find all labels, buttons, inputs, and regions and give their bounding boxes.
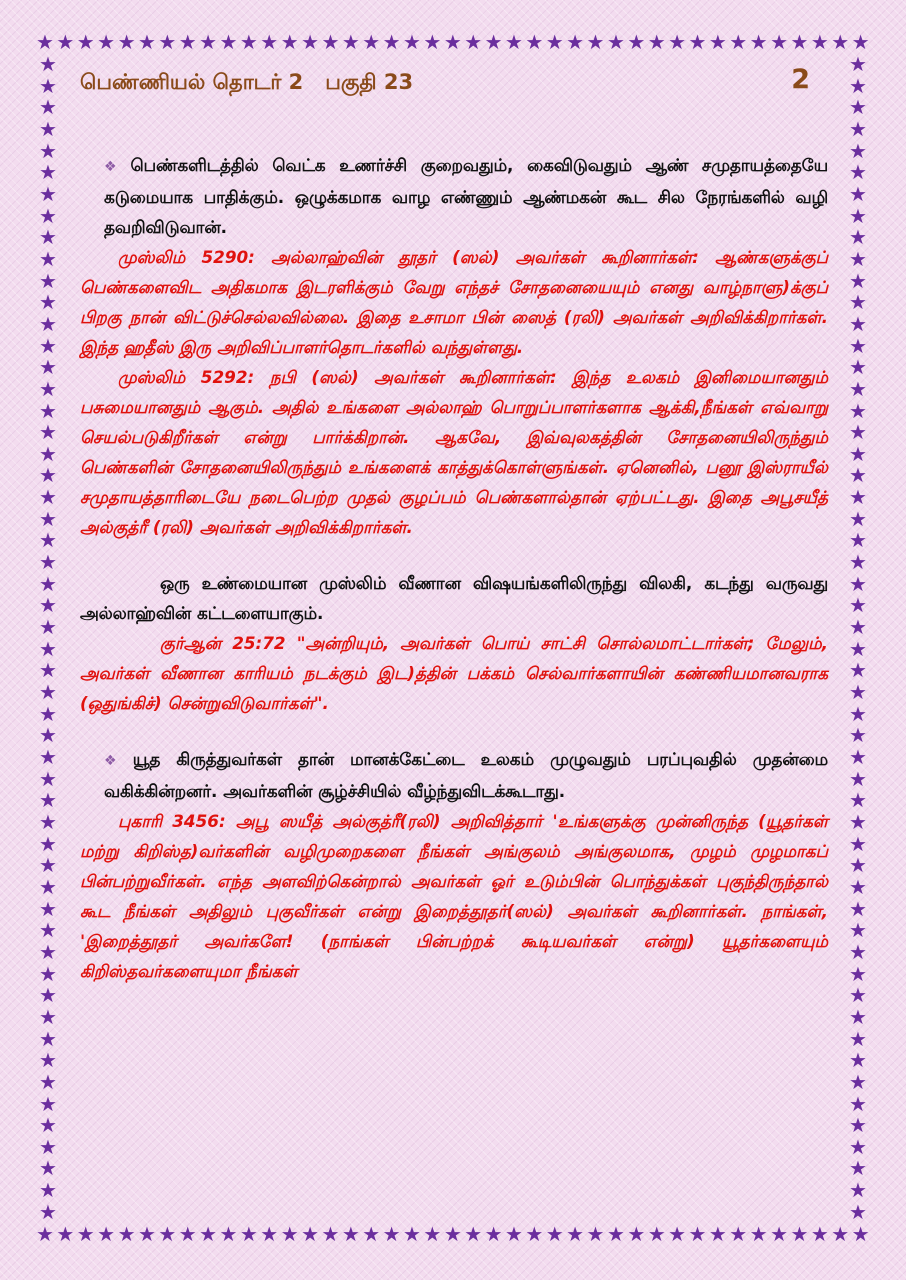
star-icon: ★ bbox=[849, 1156, 867, 1181]
star-icon: ★ bbox=[382, 1222, 401, 1246]
star-icon: ★ bbox=[849, 1113, 867, 1138]
star-icon: ★ bbox=[849, 831, 867, 856]
star-icon: ★ bbox=[39, 160, 57, 185]
star-icon: ★ bbox=[566, 1222, 585, 1246]
star-icon: ★ bbox=[260, 1222, 279, 1246]
star-icon: ★ bbox=[97, 1222, 116, 1246]
star-icon: ★ bbox=[97, 30, 116, 54]
star-icon: ★ bbox=[849, 398, 867, 423]
star-icon: ★ bbox=[39, 831, 57, 856]
star-icon: ★ bbox=[849, 73, 867, 98]
star-icon: ★ bbox=[39, 1134, 57, 1159]
star-icon: ★ bbox=[849, 809, 867, 834]
star-icon: ★ bbox=[39, 723, 57, 748]
star-icon: ★ bbox=[36, 1222, 54, 1246]
star-icon: ★ bbox=[525, 30, 544, 54]
star-icon: ★ bbox=[39, 593, 57, 618]
star-icon: ★ bbox=[39, 983, 57, 1008]
star-icon: ★ bbox=[849, 1004, 867, 1029]
star-icon: ★ bbox=[39, 376, 57, 401]
star-icon: ★ bbox=[606, 30, 625, 54]
star-icon: ★ bbox=[39, 680, 57, 705]
star-icon: ★ bbox=[321, 1222, 340, 1246]
star-icon: ★ bbox=[39, 1048, 57, 1073]
star-icon: ★ bbox=[301, 30, 320, 54]
star-icon: ★ bbox=[849, 1199, 867, 1224]
star-icon: ★ bbox=[239, 30, 258, 54]
star-icon: ★ bbox=[199, 1222, 218, 1246]
star-icon: ★ bbox=[39, 398, 57, 423]
diamond-bullet-icon: ❖ bbox=[104, 159, 125, 175]
star-icon: ★ bbox=[39, 268, 57, 293]
star-icon: ★ bbox=[39, 420, 57, 445]
star-icon: ★ bbox=[39, 853, 57, 878]
star-icon: ★ bbox=[39, 1091, 57, 1116]
star-icon: ★ bbox=[849, 723, 867, 748]
star-icon: ★ bbox=[260, 30, 279, 54]
star-icon: ★ bbox=[341, 1222, 360, 1246]
star-icon: ★ bbox=[849, 138, 867, 163]
star-icon: ★ bbox=[39, 203, 57, 228]
star-icon: ★ bbox=[403, 30, 421, 54]
star-icon: ★ bbox=[76, 30, 95, 54]
star-icon: ★ bbox=[39, 809, 57, 834]
star-icon: ★ bbox=[849, 441, 867, 466]
star-icon: ★ bbox=[810, 30, 829, 54]
star-icon: ★ bbox=[849, 333, 867, 358]
star-icon: ★ bbox=[39, 745, 57, 769]
star-icon: ★ bbox=[39, 615, 57, 640]
star-icon: ★ bbox=[849, 874, 867, 899]
star-icon: ★ bbox=[849, 961, 867, 986]
star-icon: ★ bbox=[504, 1222, 523, 1246]
star-icon: ★ bbox=[849, 766, 867, 791]
star-icon: ★ bbox=[849, 1026, 867, 1051]
star-icon: ★ bbox=[362, 30, 381, 54]
star-icon: ★ bbox=[729, 30, 748, 54]
document-body bbox=[80, 150, 828, 986]
star-icon: ★ bbox=[545, 1222, 564, 1246]
star-icon: ★ bbox=[39, 1178, 57, 1203]
star-icon: ★ bbox=[219, 30, 238, 54]
star-icon: ★ bbox=[484, 1222, 503, 1246]
star-icon: ★ bbox=[39, 1156, 57, 1181]
star-icon: ★ bbox=[708, 30, 727, 54]
star-icon: ★ bbox=[831, 30, 850, 54]
star-icon: ★ bbox=[117, 30, 136, 54]
top-star-border bbox=[36, 30, 870, 54]
star-icon: ★ bbox=[443, 1222, 462, 1246]
star-icon: ★ bbox=[39, 52, 57, 76]
star-icon: ★ bbox=[39, 290, 57, 315]
star-icon: ★ bbox=[423, 30, 442, 54]
star-icon: ★ bbox=[39, 1026, 57, 1051]
star-icon: ★ bbox=[219, 1222, 238, 1246]
star-icon: ★ bbox=[39, 506, 57, 531]
star-icon: ★ bbox=[831, 1222, 850, 1246]
star-icon: ★ bbox=[647, 30, 666, 54]
star-icon: ★ bbox=[545, 30, 564, 54]
star-icon: ★ bbox=[566, 30, 585, 54]
star-icon: ★ bbox=[770, 1222, 788, 1246]
star-icon: ★ bbox=[849, 745, 867, 769]
star-icon: ★ bbox=[849, 939, 867, 964]
star-icon: ★ bbox=[158, 1222, 177, 1246]
star-icon: ★ bbox=[849, 463, 867, 488]
star-icon: ★ bbox=[849, 636, 867, 661]
star-icon: ★ bbox=[849, 571, 867, 596]
star-icon: ★ bbox=[849, 355, 867, 380]
star-icon: ★ bbox=[39, 961, 57, 986]
star-icon: ★ bbox=[849, 983, 867, 1008]
paragraph-3 bbox=[80, 744, 828, 806]
star-icon: ★ bbox=[39, 918, 57, 943]
star-icon: ★ bbox=[849, 1091, 867, 1116]
star-icon: ★ bbox=[39, 355, 57, 380]
star-icon: ★ bbox=[849, 268, 867, 293]
bottom-star-border bbox=[36, 1222, 870, 1246]
star-icon: ★ bbox=[56, 1222, 75, 1246]
star-icon: ★ bbox=[525, 1222, 544, 1246]
star-icon: ★ bbox=[239, 1222, 258, 1246]
star-icon: ★ bbox=[382, 30, 401, 54]
paragraph-1 bbox=[80, 150, 828, 242]
star-icon: ★ bbox=[464, 30, 483, 54]
star-icon: ★ bbox=[849, 95, 867, 120]
star-icon: ★ bbox=[484, 30, 503, 54]
star-icon: ★ bbox=[810, 1222, 829, 1246]
paragraph-2: ஒரு உண்மையான முஸ்லிம் வீணான விஷயங்களிலிருந்து விலகி, கடந்து வருவது அல்லாஹ்வின் கட்டளையாகும். bbox=[80, 573, 828, 623]
star-icon: ★ bbox=[849, 181, 867, 206]
star-icon: ★ bbox=[606, 1222, 625, 1246]
hadith-muslim-5292: முஸ்லிம் 5292: நபி (ஸல்) அவர்கள் கூறினார்கள்: இந்த உலகம் இனிமையானதும் பசுமையானதும் ஆகும். அதில் உங்களை அல்லாஹ் பொறுப்பாளர்களாக ஆக்கி,நீங்கள் எவ்வாறு செயல்படுகிறீர்கள் என்று பார்க்கிறான். ஆகவே, இவ்வுலகத்தின் சோதனையிலிருந்தும் பெண்களின் சோதனையிலிருந்தும் உங்களைக் காத்துக்கொள்ளுங்கள். ஏனெனில், பனூ இஸ்ராயீல் சமுதாயத்தாரிடையே நடைபெற்ற முதல் குழப்பம் பெண்களால்தான் ஏற்பட்டது. இதை அபூசயீத் அல்குத்ரீ (ரலி) அவர்கள் அறிவிக்கிறார்கள். bbox=[80, 367, 828, 537]
star-icon: ★ bbox=[849, 1048, 867, 1073]
star-icon: ★ bbox=[423, 1222, 442, 1246]
star-icon: ★ bbox=[39, 658, 57, 683]
star-icon: ★ bbox=[137, 1222, 156, 1246]
star-icon: ★ bbox=[464, 1222, 483, 1246]
star-icon: ★ bbox=[280, 30, 299, 54]
star-icon: ★ bbox=[729, 1222, 748, 1246]
star-icon: ★ bbox=[849, 528, 867, 553]
star-icon: ★ bbox=[39, 73, 57, 98]
star-icon: ★ bbox=[39, 138, 57, 163]
star-icon: ★ bbox=[39, 1069, 57, 1094]
quran-25-72: குர்ஆன் 25:72 "அன்றியும், அவர்கள் பொய் சாட்சி சொல்லமாட்டார்கள்; மேலும், அவர்கள் வீணான காரியம் நடக்கும் இட)த்தின் பக்கம் செல்வார்களாயின் கண்ணியமானவராக (ஒதுங்கிச்) சென்றுவிடுவார்கள்". bbox=[80, 633, 828, 713]
star-icon: ★ bbox=[39, 116, 57, 141]
star-icon: ★ bbox=[849, 290, 867, 315]
star-icon: ★ bbox=[137, 30, 156, 54]
star-icon: ★ bbox=[668, 30, 687, 54]
star-icon: ★ bbox=[849, 896, 867, 921]
right-star-border bbox=[846, 54, 870, 1222]
star-icon: ★ bbox=[280, 1222, 299, 1246]
star-icon: ★ bbox=[39, 463, 57, 488]
star-icon: ★ bbox=[849, 246, 867, 271]
star-icon: ★ bbox=[39, 333, 57, 358]
star-icon: ★ bbox=[849, 593, 867, 618]
star-icon: ★ bbox=[849, 1069, 867, 1094]
star-icon: ★ bbox=[39, 311, 57, 336]
star-icon: ★ bbox=[178, 1222, 197, 1246]
star-icon: ★ bbox=[849, 1178, 867, 1203]
star-icon: ★ bbox=[56, 30, 75, 54]
star-icon: ★ bbox=[39, 225, 57, 250]
star-icon: ★ bbox=[199, 30, 218, 54]
star-icon: ★ bbox=[586, 1222, 605, 1246]
star-icon: ★ bbox=[849, 701, 867, 726]
star-icon: ★ bbox=[39, 636, 57, 661]
hadith-bukhari-3456: புகாரி 3456: அபூ ஸயீத் அல்குத்ரீ(ரலி) அறிவித்தார் 'உங்களுக்கு முன்னிருந்த (யூதர்கள் மற்று கிறிஸ்த)வர்களின் வழிமுறைகளை நீங்கள் அங்குலம் அங்குலமாக, முழம் முழமாகப் பின்பற்றுவீர்கள். எந்த அளவிற்கென்றால் அவர்கள் ஓர் உடும்பின் பொந்துக்கள் புகுந்திருந்தால் கூட நீங்கள் அதிலும் புகுவீர்கள் என்று இறைத்தூதர்(ஸல்) அவர்கள் கூறினார்கள். நாங்கள், 'இறைத்தூதர் அவர்களே! (நாங்கள் பின்பற்றக் கூடியவர்கள் என்று) யூதர்களையும் கிறிஸ்தவர்களையுமா நீங்கள் bbox=[80, 811, 828, 981]
star-icon: ★ bbox=[849, 311, 867, 336]
star-icon: ★ bbox=[849, 506, 867, 531]
star-icon: ★ bbox=[39, 1113, 57, 1138]
star-icon: ★ bbox=[362, 1222, 381, 1246]
star-icon: ★ bbox=[849, 918, 867, 943]
series-title: பெண்ணியல் தொடர் 2 பகுதி 23 bbox=[80, 70, 414, 94]
star-icon: ★ bbox=[708, 1222, 727, 1246]
star-icon: ★ bbox=[849, 788, 867, 813]
star-icon: ★ bbox=[849, 658, 867, 683]
star-icon: ★ bbox=[851, 1222, 870, 1246]
diamond-bullet-icon: ❖ bbox=[104, 753, 127, 769]
star-icon: ★ bbox=[849, 52, 867, 76]
star-icon: ★ bbox=[770, 30, 788, 54]
star-icon: ★ bbox=[849, 203, 867, 228]
star-icon: ★ bbox=[849, 853, 867, 878]
star-icon: ★ bbox=[39, 485, 57, 510]
star-icon: ★ bbox=[790, 1222, 809, 1246]
star-icon: ★ bbox=[688, 1222, 707, 1246]
star-icon: ★ bbox=[849, 680, 867, 705]
paragraph-1-text: பெண்களிடத்தில் வெட்க உணர்ச்சி குறைவதும், கைவிடுவதும் ஆண் சமுதாயத்தையே கடுமையாக பாதிக்கும். ஒழுக்கமாக வாழ எண்ணும் ஆண்மகன் கூட சில நேரங்களில் வழி தவறிவிடுவான். bbox=[104, 155, 828, 237]
star-icon: ★ bbox=[301, 1222, 320, 1246]
star-icon: ★ bbox=[403, 1222, 421, 1246]
star-icon: ★ bbox=[849, 376, 867, 401]
star-icon: ★ bbox=[341, 30, 360, 54]
star-icon: ★ bbox=[849, 485, 867, 510]
star-icon: ★ bbox=[117, 1222, 136, 1246]
hadith-muslim-5290: முஸ்லிம் 5290: அல்லாஹ்வின் தூதர் (ஸல்) அவர்கள் கூறினார்கள்: ஆண்களுக்குப் பெண்களைவிட அதிகமாக இடரளிக்கும் வேறு எந்தச் சோதனையையும் எனது வாழ்நாளு)க்குப் பிறகு நான் விட்டுச்செல்லவில்லை. இதை உசாமா பின் ஸைத் (ரலி) அவர்கள் அறிவிக்கிறார்கள். இந்த ஹதீஸ் இரு அறிவிப்பாளர்தொடர்களில் வந்துள்ளது. bbox=[80, 247, 828, 357]
star-icon: ★ bbox=[647, 1222, 666, 1246]
star-icon: ★ bbox=[749, 1222, 768, 1246]
star-icon: ★ bbox=[39, 571, 57, 596]
paragraph-3-text: யூத கிருத்துவர்கள் தான் மானக்கேட்டை உலகம் முழுவதும் பரப்புவதில் முதன்மை வகிக்கின்றனர். அவர்களின் சூழ்ச்சியில் வீழ்ந்துவிடக்கூடாது. bbox=[104, 749, 828, 801]
star-icon: ★ bbox=[39, 246, 57, 271]
star-icon: ★ bbox=[321, 30, 340, 54]
star-icon: ★ bbox=[39, 528, 57, 553]
star-icon: ★ bbox=[586, 30, 605, 54]
star-icon: ★ bbox=[39, 896, 57, 921]
star-icon: ★ bbox=[76, 1222, 95, 1246]
star-icon: ★ bbox=[39, 874, 57, 899]
star-icon: ★ bbox=[688, 30, 707, 54]
star-icon: ★ bbox=[39, 550, 57, 575]
star-icon: ★ bbox=[849, 116, 867, 141]
star-icon: ★ bbox=[36, 30, 54, 54]
star-icon: ★ bbox=[39, 939, 57, 964]
star-icon: ★ bbox=[39, 701, 57, 726]
star-icon: ★ bbox=[39, 181, 57, 206]
star-icon: ★ bbox=[39, 95, 57, 120]
star-icon: ★ bbox=[178, 30, 197, 54]
star-icon: ★ bbox=[849, 420, 867, 445]
star-icon: ★ bbox=[504, 30, 523, 54]
page-number: 2 bbox=[791, 64, 810, 95]
star-icon: ★ bbox=[39, 1004, 57, 1029]
star-icon: ★ bbox=[851, 30, 870, 54]
star-icon: ★ bbox=[39, 766, 57, 791]
star-icon: ★ bbox=[39, 788, 57, 813]
star-icon: ★ bbox=[849, 1134, 867, 1159]
star-icon: ★ bbox=[39, 1199, 57, 1224]
star-icon: ★ bbox=[158, 30, 177, 54]
star-icon: ★ bbox=[668, 1222, 687, 1246]
star-icon: ★ bbox=[849, 550, 867, 575]
star-icon: ★ bbox=[790, 30, 809, 54]
left-star-border bbox=[36, 54, 60, 1222]
star-icon: ★ bbox=[39, 441, 57, 466]
star-icon: ★ bbox=[849, 160, 867, 185]
star-icon: ★ bbox=[627, 1222, 646, 1246]
star-icon: ★ bbox=[443, 30, 462, 54]
star-icon: ★ bbox=[627, 30, 646, 54]
page-header bbox=[80, 64, 810, 104]
star-icon: ★ bbox=[849, 615, 867, 640]
star-icon: ★ bbox=[749, 30, 768, 54]
star-icon: ★ bbox=[849, 225, 867, 250]
